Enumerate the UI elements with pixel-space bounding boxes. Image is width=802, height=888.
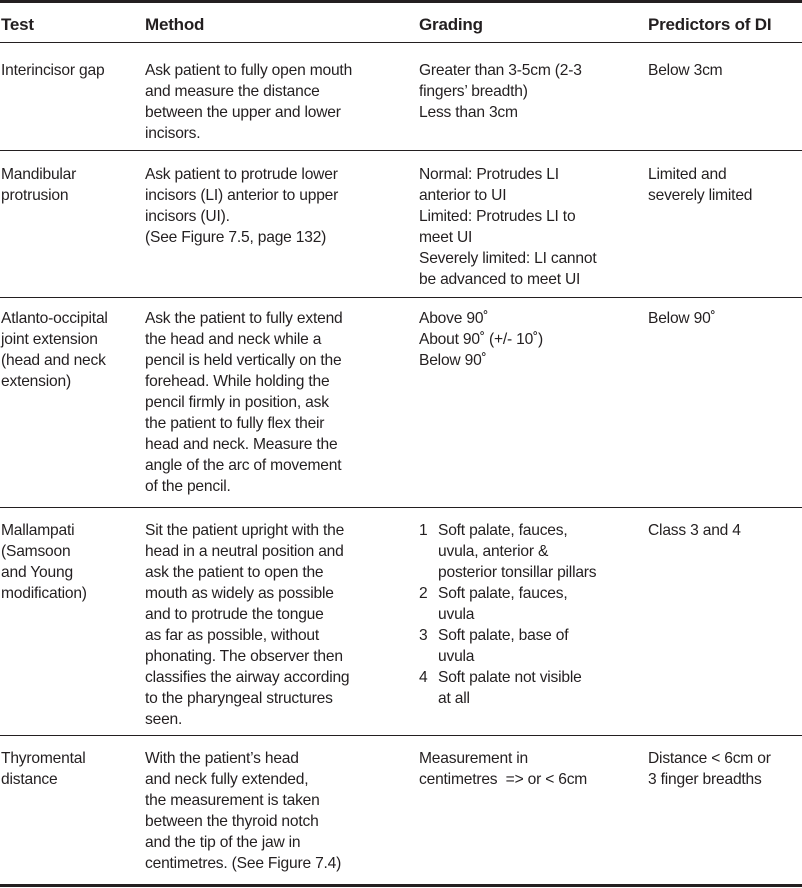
table-row (0, 736, 802, 884)
text-line: With the patient’s head (145, 750, 299, 767)
cell-test (0, 164, 145, 297)
text-line: the head and neck while a (145, 331, 322, 348)
text-line: ask the patient to open the (145, 564, 324, 581)
text-line: Class 3 and 4 (648, 522, 741, 539)
header-grading: Grading (419, 15, 483, 34)
text-line: head in a neutral position and (145, 543, 344, 560)
text-line: and to protrude the tongue (145, 606, 324, 623)
text-line: pencil firmly in position, ask (145, 394, 329, 411)
text-line: Distance < 6cm or (648, 750, 771, 767)
text-line: the measurement is taken (145, 792, 320, 809)
text-line: Ask the patient to fully extend (145, 310, 343, 327)
cell-test (0, 60, 145, 150)
cell-method (145, 748, 419, 884)
text-line: to the pharyngeal structures (145, 690, 333, 707)
cell-predictors (648, 520, 802, 735)
text-line: between the upper and lower (145, 104, 341, 121)
text-line: Below 3cm (648, 62, 723, 79)
text-line: the patient to fully flex their (145, 415, 325, 432)
list-text-line: Soft palate not visible (438, 669, 582, 686)
grading-list-item (419, 667, 648, 709)
text-line: protrusion (1, 187, 69, 204)
text-line: anterior to UI (419, 187, 507, 204)
text-line: modification) (1, 585, 87, 602)
cell-predictors (648, 748, 802, 884)
list-number: 1 (419, 522, 428, 539)
text-line: angle of the arc of movement (145, 457, 342, 474)
text-line: centimetres. (See Figure 7.4) (145, 855, 342, 872)
cell-grading (419, 60, 648, 150)
list-text-line: Soft palate, fauces, (438, 522, 568, 539)
cell-grading (419, 748, 648, 884)
list-text-line: uvula (438, 606, 475, 623)
text-line: joint extension (1, 331, 98, 348)
text-line: phonating. The observer then (145, 648, 343, 665)
text-line: classifies the airway according (145, 669, 350, 686)
text-line: Limited and (648, 166, 727, 183)
text-line: fingers’ breadth) (419, 83, 528, 100)
text-line: Mallampati (1, 522, 75, 539)
text-line: seen. (145, 711, 183, 728)
cell-test (0, 308, 145, 507)
text-line: Atlanto-occipital (1, 310, 108, 327)
text-line: severely limited (648, 187, 753, 204)
text-line: Thyromental (1, 750, 86, 767)
text-line: Mandibular (1, 166, 77, 183)
table-row (0, 151, 802, 298)
header-predictors: Predictors of DI (648, 15, 772, 34)
text-line: pencil is held vertically on the (145, 352, 342, 369)
cell-test (0, 748, 145, 884)
text-line: as far as possible, without (145, 627, 320, 644)
table-row (0, 508, 802, 736)
text-line: and neck fully extended, (145, 771, 309, 788)
cell-grading (419, 520, 648, 735)
table-row (0, 298, 802, 508)
text-line: Less than 3cm (419, 104, 518, 121)
text-line: Below 90˚ (648, 310, 716, 327)
list-text-line: uvula (438, 648, 475, 665)
text-line: incisors (LI) anterior to upper (145, 187, 339, 204)
header-method: Method (145, 15, 205, 34)
text-line: head and neck. Measure the (145, 436, 338, 453)
cell-predictors (648, 308, 802, 507)
text-line: About 90˚ (+/- 10˚) (419, 331, 544, 348)
cell-test (0, 520, 145, 735)
table-header-row (0, 3, 802, 43)
text-line: incisors (UI). (145, 208, 230, 225)
list-text-line: Soft palate, base of (438, 627, 569, 644)
list-number: 2 (419, 585, 428, 602)
text-line: (head and neck (1, 352, 106, 369)
grading-list-item (419, 583, 648, 625)
cell-method (145, 164, 419, 297)
text-line: Limited: Protrudes LI to (419, 208, 576, 225)
list-text-line: Soft palate, fauces, (438, 585, 568, 602)
text-line: meet UI (419, 229, 473, 246)
text-line: of the pencil. (145, 478, 231, 495)
bottom-rule (0, 884, 802, 887)
text-line: Ask patient to fully open mouth (145, 62, 353, 79)
grading-list-item (419, 625, 648, 667)
text-line: mouth as widely as possible (145, 585, 334, 602)
text-line: 3 finger breadths (648, 771, 762, 788)
text-line: and Young (1, 564, 73, 581)
text-line: centimetres => or < 6cm (419, 771, 588, 788)
text-line: incisors. (145, 125, 201, 142)
text-line: Normal: Protrudes LI (419, 166, 559, 183)
text-line: Severely limited: LI cannot (419, 250, 597, 267)
text-line: Measurement in (419, 750, 529, 767)
list-number: 3 (419, 627, 428, 644)
list-text-line: at all (438, 690, 470, 707)
text-line: distance (1, 771, 58, 788)
text-line: Greater than 3-5cm (2-3 (419, 62, 582, 79)
text-line: between the thyroid notch (145, 813, 319, 830)
text-line: forehead. While holding the (145, 373, 330, 390)
text-line: and the tip of the jaw in (145, 834, 301, 851)
text-line: Interincisor gap (1, 62, 105, 79)
list-text-line: posterior tonsillar pillars (438, 564, 597, 581)
text-line: Sit the patient upright with the (145, 522, 345, 539)
cell-predictors (648, 164, 802, 297)
list-text-line: uvula, anterior & (438, 543, 549, 560)
cell-grading (419, 164, 648, 297)
cell-method (145, 520, 419, 735)
text-line: Below 90˚ (419, 352, 487, 369)
text-line: (See Figure 7.5, page 132) (145, 229, 327, 246)
cell-predictors (648, 60, 802, 150)
cell-grading (419, 308, 648, 507)
text-line: and measure the distance (145, 83, 320, 100)
list-number: 4 (419, 669, 428, 686)
header-test: Test (1, 15, 34, 34)
cell-method (145, 308, 419, 507)
text-line: (Samsoon (1, 543, 71, 560)
grading-list-item (419, 520, 648, 583)
text-line: be advanced to meet UI (419, 271, 581, 288)
text-line: Above 90˚ (419, 310, 489, 327)
table-row (0, 43, 802, 151)
cell-method (145, 60, 419, 150)
text-line: Ask patient to protrude lower (145, 166, 338, 183)
text-line: extension) (1, 373, 71, 390)
